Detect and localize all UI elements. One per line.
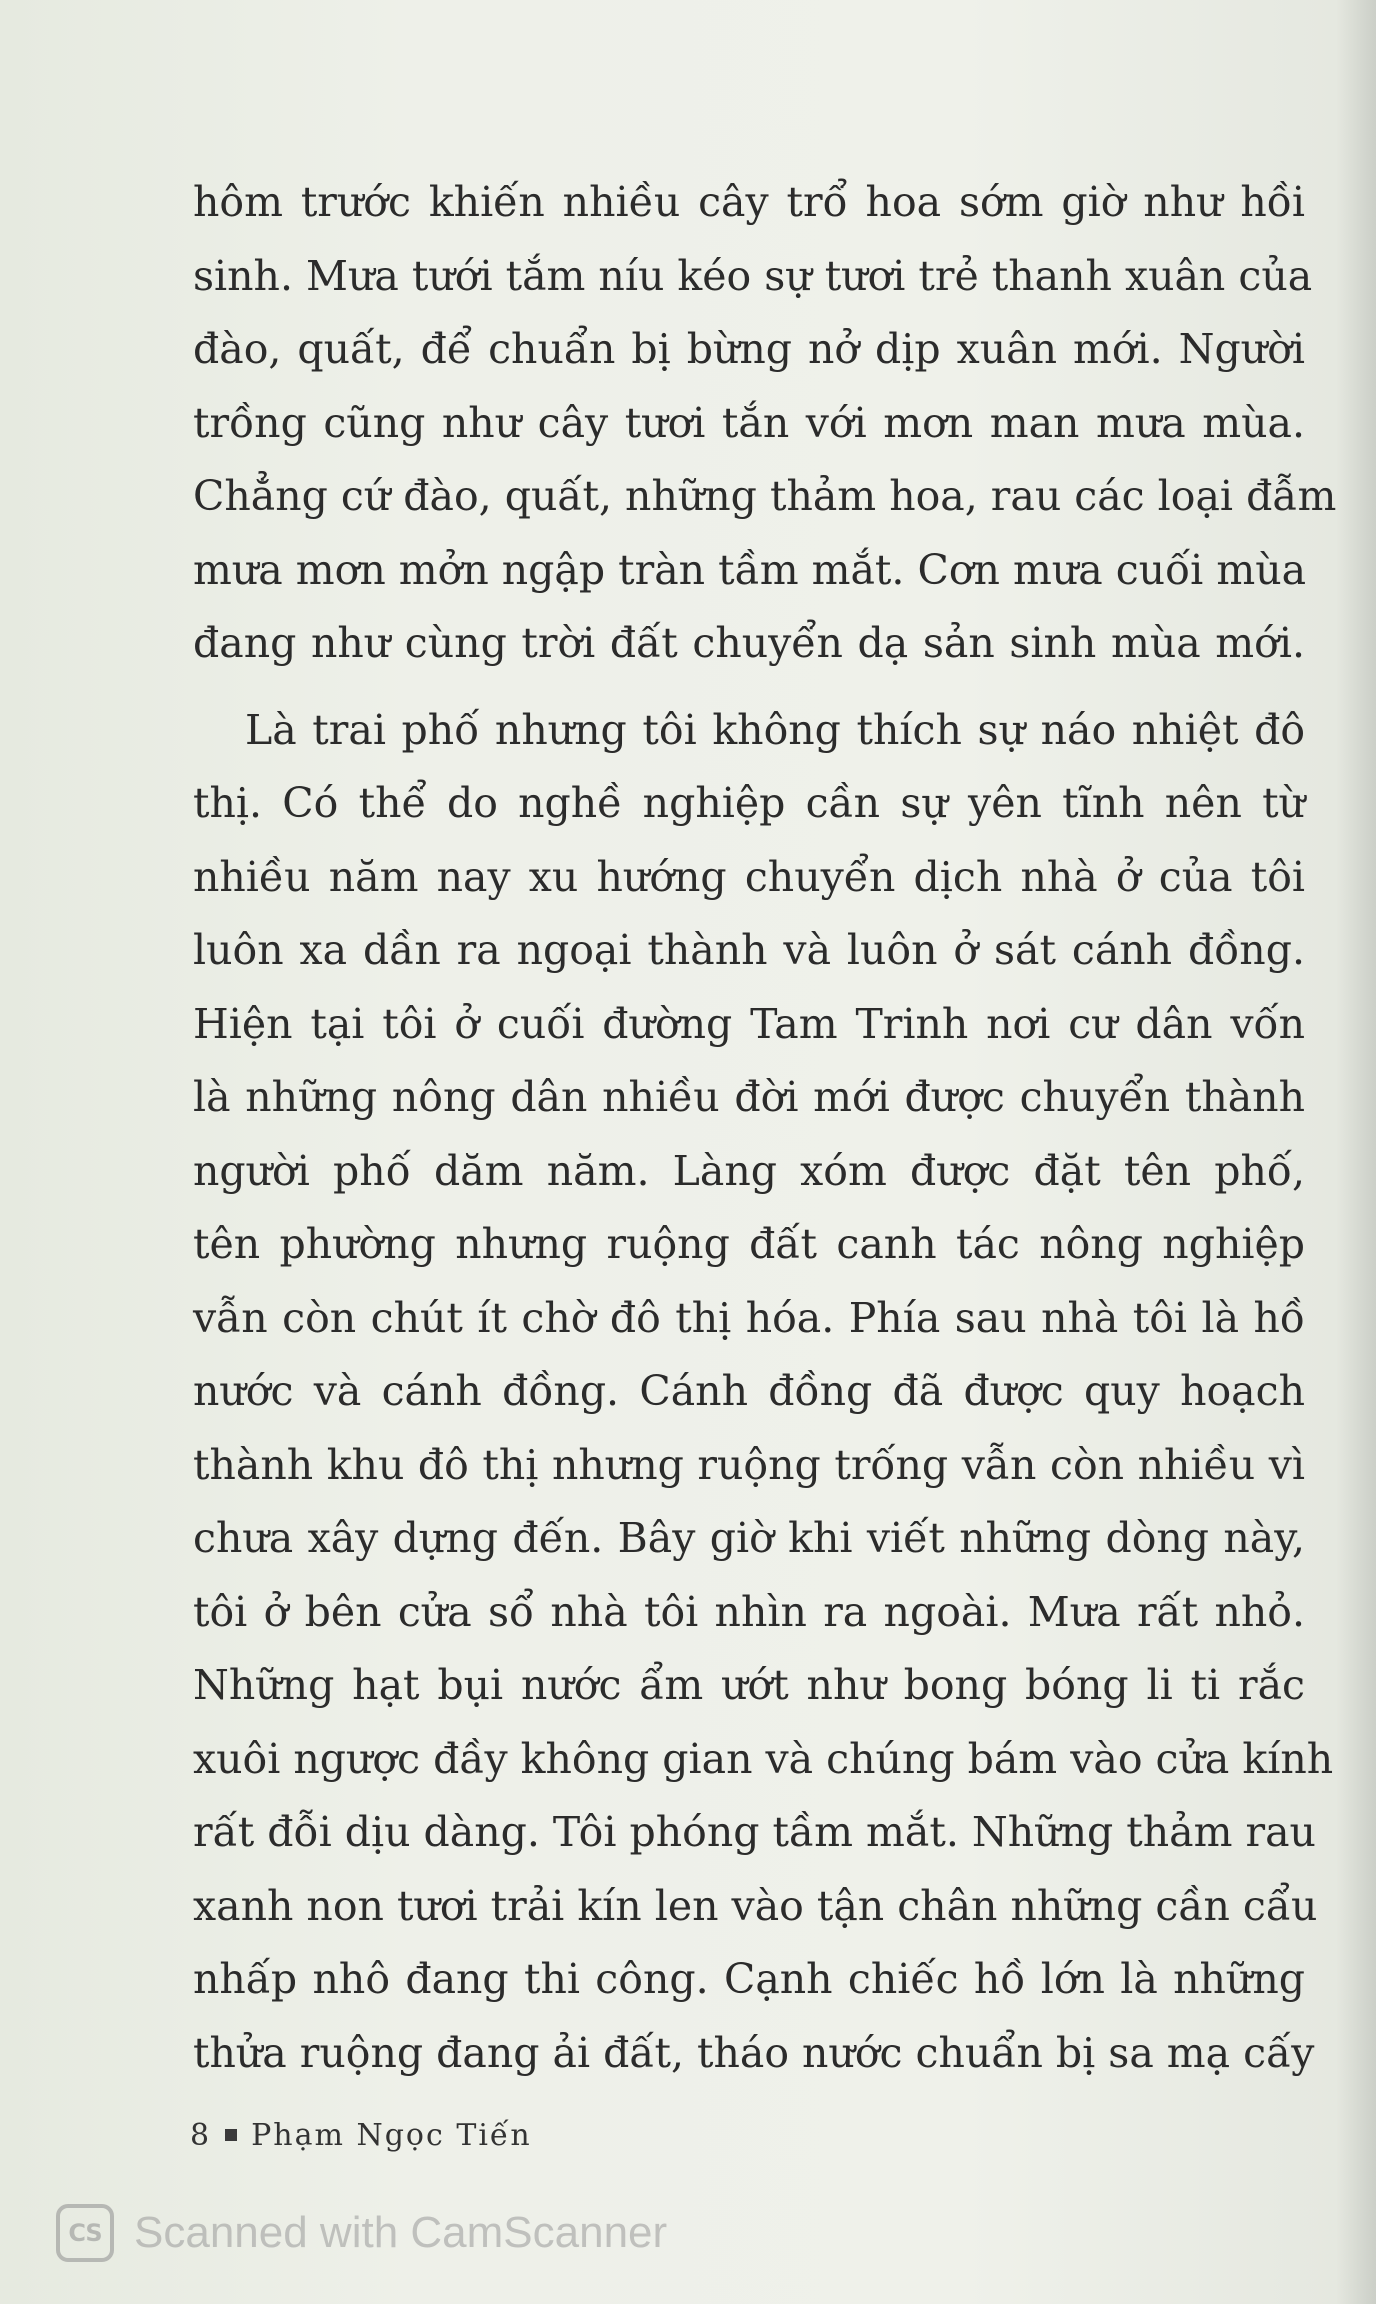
text-line: luôn xa dần ra ngoại thành và luôn ở sát cánh đồng. — [193, 926, 1305, 974]
camscanner-logo-icon: CS — [56, 2204, 114, 2262]
text-line: trồng cũng như cây tươi tắn với mơn man mưa mùa. — [193, 398, 1305, 447]
text-line: Những hạt bụi nước ẩm ướt như bong bóng li ti rắc — [193, 1661, 1305, 1709]
watermark-text: Scanned with CamScanner — [134, 2208, 668, 2257]
text-line: tôi ở bên cửa sổ nhà tôi nhìn ra ngoài. Mưa rất nhỏ. — [193, 1587, 1305, 1636]
text-line: hôm trước khiến nhiều cây trổ hoa sớm giờ như hồi — [193, 178, 1305, 226]
text-line: là những nông dân nhiều đời mới được chuyển thành — [193, 1073, 1305, 1121]
text-line: sinh. Mưa tưới tắm níu kéo sự tươi trẻ thanh xuân của — [193, 251, 1313, 300]
page-edge-shadow — [1336, 0, 1376, 2304]
author-name: Phạm Ngọc Tiến — [251, 2118, 532, 2153]
paragraph-2 — [193, 694, 1334, 2091]
paragraph-1 — [193, 166, 1337, 681]
text-line: nước và cánh đồng. Cánh đồng đã được quy hoạch — [193, 1367, 1305, 1415]
text-line: nhiều năm nay xu hướng chuyển dịch nhà ở của tôi — [193, 852, 1305, 901]
text-line: chưa xây dựng đến. Bây giờ khi viết những dòng này, — [193, 1514, 1305, 1562]
text-line: đào, quất, để chuẩn bị bừng nở dịp xuân mới. Người — [193, 325, 1305, 373]
text-line: thửa ruộng đang ải đất, tháo nước chuẩn bị sa mạ cấy — [193, 2028, 1315, 2077]
text-line: mưa mơn mởn ngập tràn tầm mắt. Cơn mưa cuối mùa — [193, 545, 1307, 594]
page-footer — [190, 2118, 532, 2153]
text-line: thị. Có thể do nghề nghiệp cần sự yên tĩnh nên từ — [193, 779, 1305, 827]
text-line: người phố dăm năm. Làng xóm được đặt tên phố, — [193, 1146, 1305, 1195]
text-line: xanh non tươi trải kín len vào tận chân những cần cẩu — [193, 1881, 1318, 1930]
text-line: xuôi ngược đầy không gian và chúng bám vào cửa kính — [193, 1734, 1334, 1783]
text-line: Hiện tại tôi ở cuối đường Tam Trinh nơi cư dân vốn — [193, 999, 1305, 1048]
text-line: Chẳng cứ đào, quất, những thảm hoa, rau các loại đẫm — [193, 472, 1337, 520]
square-bullet-icon — [225, 2129, 237, 2141]
body-text — [193, 166, 1337, 2090]
camscanner-watermark — [56, 2204, 667, 2262]
text-line: Là trai phố nhưng tôi không thích sự náo nhiệt đô — [245, 705, 1305, 754]
text-line: tên phường nhưng ruộng đất canh tác nông nghiệp — [193, 1220, 1305, 1268]
text-line: nhấp nhô đang thi công. Cạnh chiếc hồ lớn là những — [193, 1955, 1305, 2003]
text-line: vẫn còn chút ít chờ đô thị hóa. Phía sau nhà tôi là hồ — [193, 1293, 1305, 1342]
text-line: đang như cùng trời đất chuyển dạ sản sinh mùa mới. — [193, 619, 1305, 667]
text-line: rất đỗi dịu dàng. Tôi phóng tầm mắt. Những thảm rau — [193, 1808, 1316, 1856]
page-number: 8 — [190, 2118, 212, 2153]
text-line: thành khu đô thị nhưng ruộng trống vẫn còn nhiều vì — [193, 1440, 1305, 1489]
